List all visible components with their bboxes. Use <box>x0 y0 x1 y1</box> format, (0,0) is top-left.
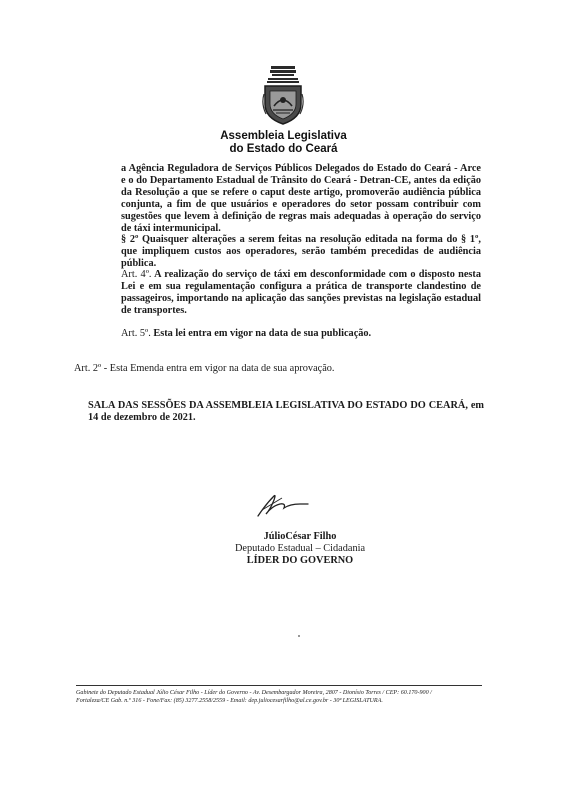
article-4-text: A realização do serviço de táxi em desconformidade com o disposto nesta Lei e em sua regulamentação configura a prática de transporte clandestino de passageiros, importando na aplicação das sanções previstas na legislação estadual de transportes. <box>121 269 481 316</box>
article-4 <box>121 269 481 317</box>
paragraph-2: § 2º Quaisquer alterações a serem feitas na resolução editada na forma do § 1º, que impliquem custos aos operadores, serão também precedidas de audiência pública. <box>121 234 481 269</box>
stray-mark <box>298 635 300 637</box>
institution-name: Assembleia Legislativa <box>220 130 347 142</box>
article-5-label: Art. 5º. <box>121 328 151 339</box>
signature-icon <box>252 490 312 520</box>
coat-of-arms-icon <box>261 64 305 126</box>
footer-line-1: Gabinete do Deputado Estadual Júlio César Filho - Líder do Governo - Av. Desembargador Moreira, 2807 - Dionísio Torres / CEP: 60.170-900 / <box>76 690 432 696</box>
session-room-statement: SALA DAS SESSÕES DA ASSEMBLEIA LEGISLATIVA DO ESTADO DO CEARÁ, em 14 de dezembro de 2021. <box>88 400 484 423</box>
signatory-role: Deputado Estadual – Cidadania <box>234 543 366 554</box>
signatory-name: JúlioCésar Filho <box>263 531 337 542</box>
signatory-title: LÍDER DO GOVERNO <box>246 555 354 566</box>
article-5-text: Esta lei entra em vigor na data de sua publicação. <box>150 328 372 339</box>
article-5 <box>121 328 481 340</box>
footer-line-2: Fortaleza/CE Gab. n.º 316 - Fone/Fax: (85) 3277.2558/2559 - Email: dep.juliocesarfilho@al.ce.gov.br - 30ª LEGISLATURA. <box>76 698 383 704</box>
institution-state: do Estado do Ceará <box>229 143 338 155</box>
article-4-label: Art. 4º. <box>121 269 152 280</box>
footer-divider <box>76 685 482 686</box>
article-2: Art. 2º - Esta Emenda entra em vigor na data de sua aprovação. <box>74 363 335 374</box>
paragraph-audiencia: a Agência Reguladora de Serviços Públicos Delegados do Estado do Ceará - Arce e o do Departamento Estadual de Trânsito do Ceará - Detran-CE, antes da edição da Resolução a que se refere o caput deste artigo, promoverão audiência pública conjunta, a fim de que usuários e operadores do setor possam contribuir com sugestões que levem à definição de regras mais adequadas à operação do serviço de táxi intermunicipal. <box>121 163 481 234</box>
